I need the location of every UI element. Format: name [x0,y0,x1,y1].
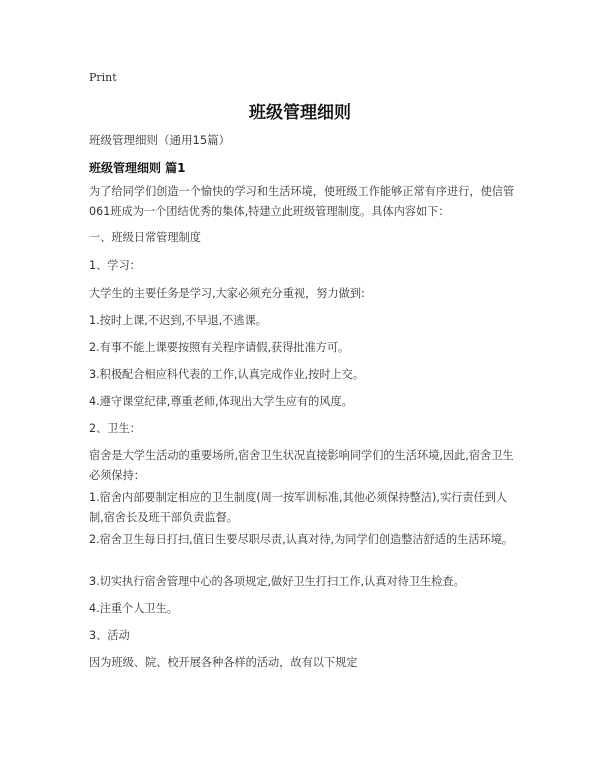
heading-activities: 3、活动 [89,629,130,642]
print-label: Print [89,71,117,84]
hygiene-intro-paragraph: 宿舍是大学生活动的重要场所,宿舍卫生状况直接影响同学们的生活环境,因此,宿舍卫生必须保持： [89,449,514,482]
study-rule-4: 4.遵守课堂纪律,尊重老师,体现出大学生应有的风度。 [89,395,353,408]
study-rule-2: 2.有事不能上课要按照有关程序请假,获得批准方可。 [89,341,350,354]
intro-paragraph: 为了给同学们创造一个愉快的学习和生活环境，使班级工作能够正常有序进行，使信管061班成为一个团结优秀的集体,特建立此班级管理制度。具体内容如下： [89,185,515,218]
heading-hygiene: 2、卫生： [89,422,141,435]
hygiene-rule-3: 3.切实执行宿舍管理中心的各项规定,做好卫生打扫工作,认真对待卫生检查。 [89,575,465,588]
section-heading: 班级管理细则 篇1 [89,161,186,175]
document-subtitle: 班级管理细则（通用15篇） [89,133,231,147]
heading-study: 1、学习： [89,259,141,272]
hygiene-rule-4: 4.注重个人卫生。 [89,602,178,615]
study-rule-1: 1.按时上课,不迟到,不早退,不逃课。 [89,314,267,327]
activities-intro-paragraph: 因为班级、院、校开展各种各样的活动，故有以下规定 [89,656,358,669]
heading-daily-management: 一、班级日常管理制度 [89,231,201,244]
hygiene-rule-1: 1.宿舍内部要制定相应的卫生制度(周一按军训标准,其他必须保持整洁),实行责任到人制,宿舍长及班干部负责监督。 [89,491,508,524]
hygiene-rule-2: 2.宿舍卫生每日打扫,值日生要尽职尽责,认真对待,为同学们创造整洁舒适的生活环境。 [89,533,514,546]
study-intro-paragraph: 大学生的主要任务是学习,大家必须充分重视，努力做到: [89,287,365,300]
study-rule-3: 3.积极配合相应科代表的工作,认真完成作业,按时上交。 [89,368,365,381]
document-title: 班级管理细则 [249,103,351,123]
